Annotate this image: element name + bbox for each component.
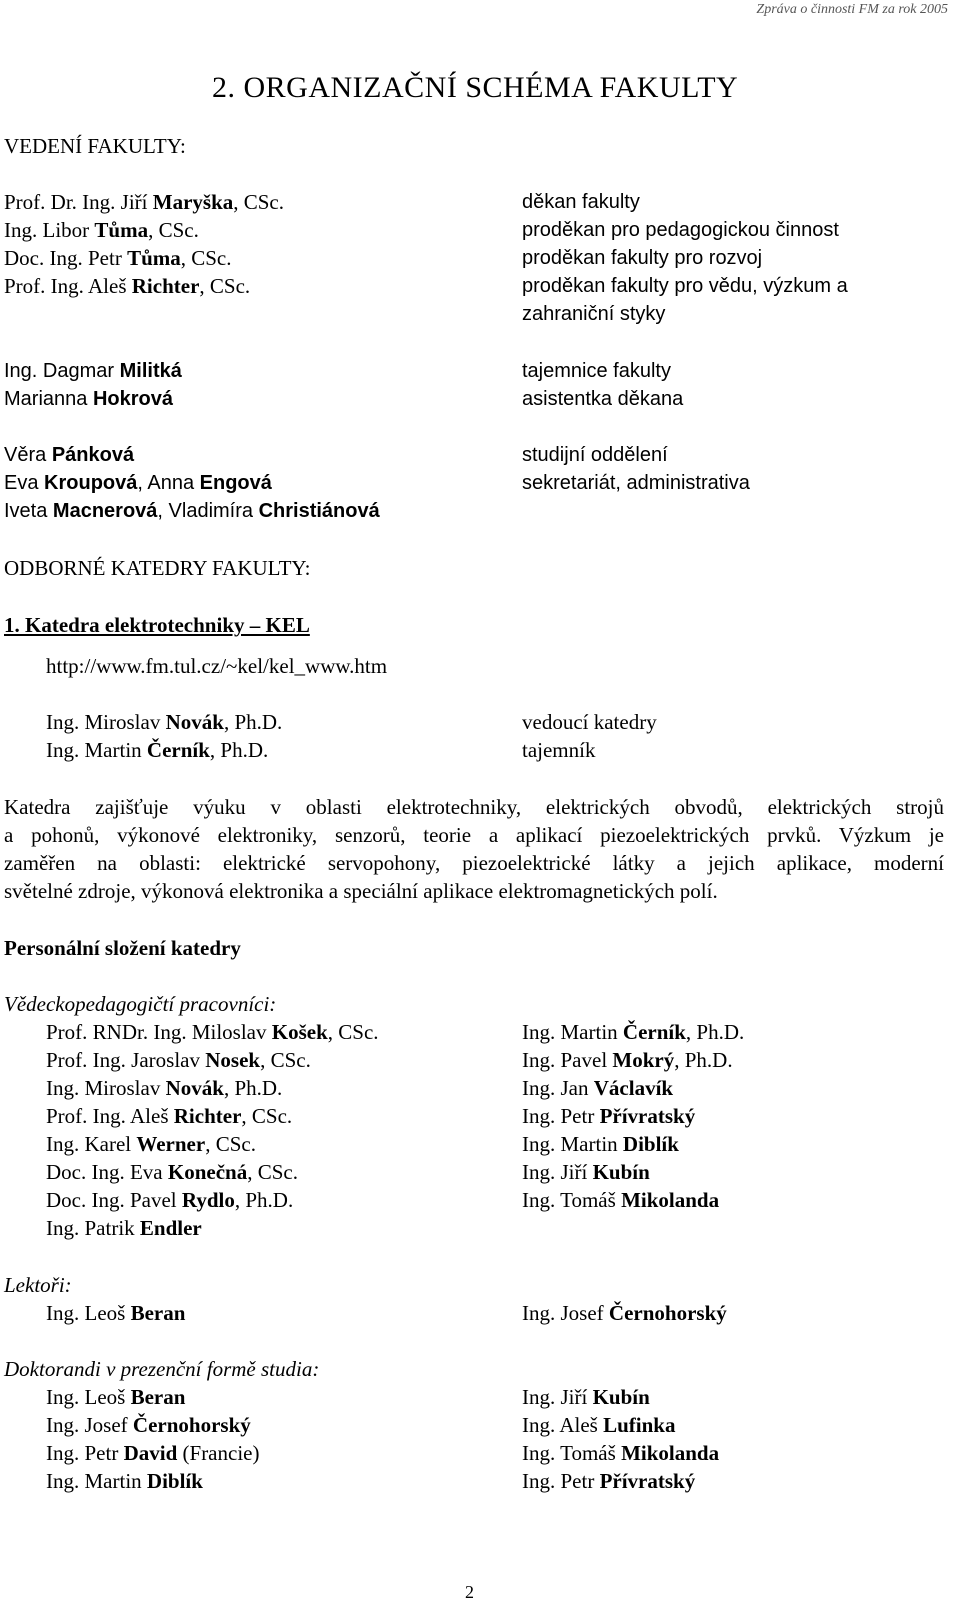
kel-head-role: vedoucí katedry [522,710,657,734]
page-title: 2. ORGANIZAČNÍ SCHÉMA FAKULTY [212,71,739,104]
kel-description-line: světelné zdroje, výkonová elektronika a speciální aplikace elektromagnetických polí. [4,879,718,903]
staff-left-row: Ing. Patrik Endler [46,1216,202,1240]
staff-row: Iveta Macnerová, Vladimíra Christiánová [4,500,380,522]
kel-url[interactable]: http://www.fm.tul.cz/~kel/kel_www.htm [46,654,388,678]
kel-title-link[interactable]: 1. Katedra elektrotechniky – KEL [4,613,310,637]
doctoral-right-row: Ing. Aleš Lufinka [522,1413,676,1437]
doctoral-left-row: Ing. Petr David (Francie) [46,1441,260,1465]
kel-head-role: tajemník [522,738,596,762]
kel-head-row: Ing. Miroslav Novák, Ph.D. [46,710,283,734]
staff-left-row: Prof. Ing. Aleš Richter, CSc. [46,1104,293,1128]
leader-row: Ing. Libor Tůma, CSc. [4,218,199,242]
staff-left-row: Doc. Ing. Eva Konečná, CSc. [46,1160,298,1184]
doctoral-left-row: Ing. Leoš Beran [46,1385,186,1409]
staff-row: Věra Pánková [4,444,135,466]
doctoral-right-row: Ing. Tomáš Mikolanda [522,1441,720,1465]
staff-role: sekretariát, administrativa [522,472,750,494]
staff-role: asistentka děkana [522,388,684,410]
personal-heading: Personální složení katedry [4,936,241,960]
staff-left-row: Doc. Ing. Pavel Rydlo, Ph.D. [46,1188,294,1212]
staff-heading: Vědeckopedagogičtí pracovníci: [4,992,277,1016]
leader-role: děkan fakulty [522,191,640,213]
staff-role: studijní oddělení [522,444,668,466]
staff-right-row: Ing. Tomáš Mikolanda [522,1188,720,1212]
running-head: Zpráva o činnosti FM za rok 2005 [756,2,948,17]
doctoral-right-row: Ing. Petr Přívratský [522,1469,696,1493]
staff-row: Marianna Hokrová [4,388,173,410]
staff-right-row: Ing. Petr Přívratský [522,1104,696,1128]
staff-right-row: Ing. Martin Černík, Ph.D. [522,1020,745,1044]
leader-role: proděkan fakulty pro rozvoj [522,247,763,269]
leader-row: Doc. Ing. Petr Tůma, CSc. [4,246,232,270]
kel-head-row: Ing. Martin Černík, Ph.D. [46,738,269,762]
staff-right-row: Ing. Pavel Mokrý, Ph.D. [522,1048,733,1072]
lecturer-row: Ing. Leoš Beran [46,1301,186,1325]
doctoral-left-row: Ing. Josef Černohorský [46,1413,251,1437]
staff-left-row: Ing. Miroslav Novák, Ph.D. [46,1076,283,1100]
doctoral-heading: Doktorandi v prezenční formě studia: [4,1357,320,1381]
page-number: 2 [465,1582,474,1602]
leader-role: proděkan fakulty pro vědu, výzkum a [522,275,848,297]
staff-right-row: Ing. Martin Diblík [522,1132,679,1156]
staff-row: Eva Kroupová, Anna Engová [4,472,272,494]
staff-left-row: Ing. Karel Werner, CSc. [46,1132,256,1156]
staff-role: tajemnice fakulty [522,360,671,382]
staff-row: Ing. Dagmar Militká [4,360,182,382]
katedry-heading: ODBORNÉ KATEDRY FAKULTY: [4,556,311,580]
lecturer-row: Ing. Josef Černohorský [522,1301,727,1325]
leader-role: proděkan pro pedagogickou činnost [522,219,839,241]
kel-description-line: Katedra zajišťuje výuku v oblasti elektrotechniky, elektrických obvodů, elektrických strojů [4,795,944,819]
staff-left-row: Prof. RNDr. Ing. Miloslav Košek, CSc. [46,1020,379,1044]
kel-description-line: a pohonů, výkonové elektroniky, senzorů, teorie a aplikací piezoelektrických prvků. Výzkum je [4,823,944,847]
leader-row: Prof. Ing. Aleš Richter, CSc. [4,274,251,298]
staff-right-row: Ing. Jiří Kubín [522,1160,650,1184]
doctoral-right-row: Ing. Jiří Kubín [522,1385,650,1409]
kel-description-line: zaměřen na oblasti: elektrické servopohony, piezoelektrické látky a jejich aplikace, moderní [4,851,944,875]
staff-right-row: Ing. Jan Václavík [522,1076,674,1100]
doctoral-left-row: Ing. Martin Diblík [46,1469,203,1493]
vedeni-heading: VEDENÍ FAKULTY: [4,134,186,158]
leader-role: zahraniční styky [522,303,666,325]
leader-row: Prof. Dr. Ing. Jiří Maryška, CSc. [4,190,285,214]
staff-left-row: Prof. Ing. Jaroslav Nosek, CSc. [46,1048,311,1072]
lecturers-heading: Lektoři: [4,1273,72,1297]
